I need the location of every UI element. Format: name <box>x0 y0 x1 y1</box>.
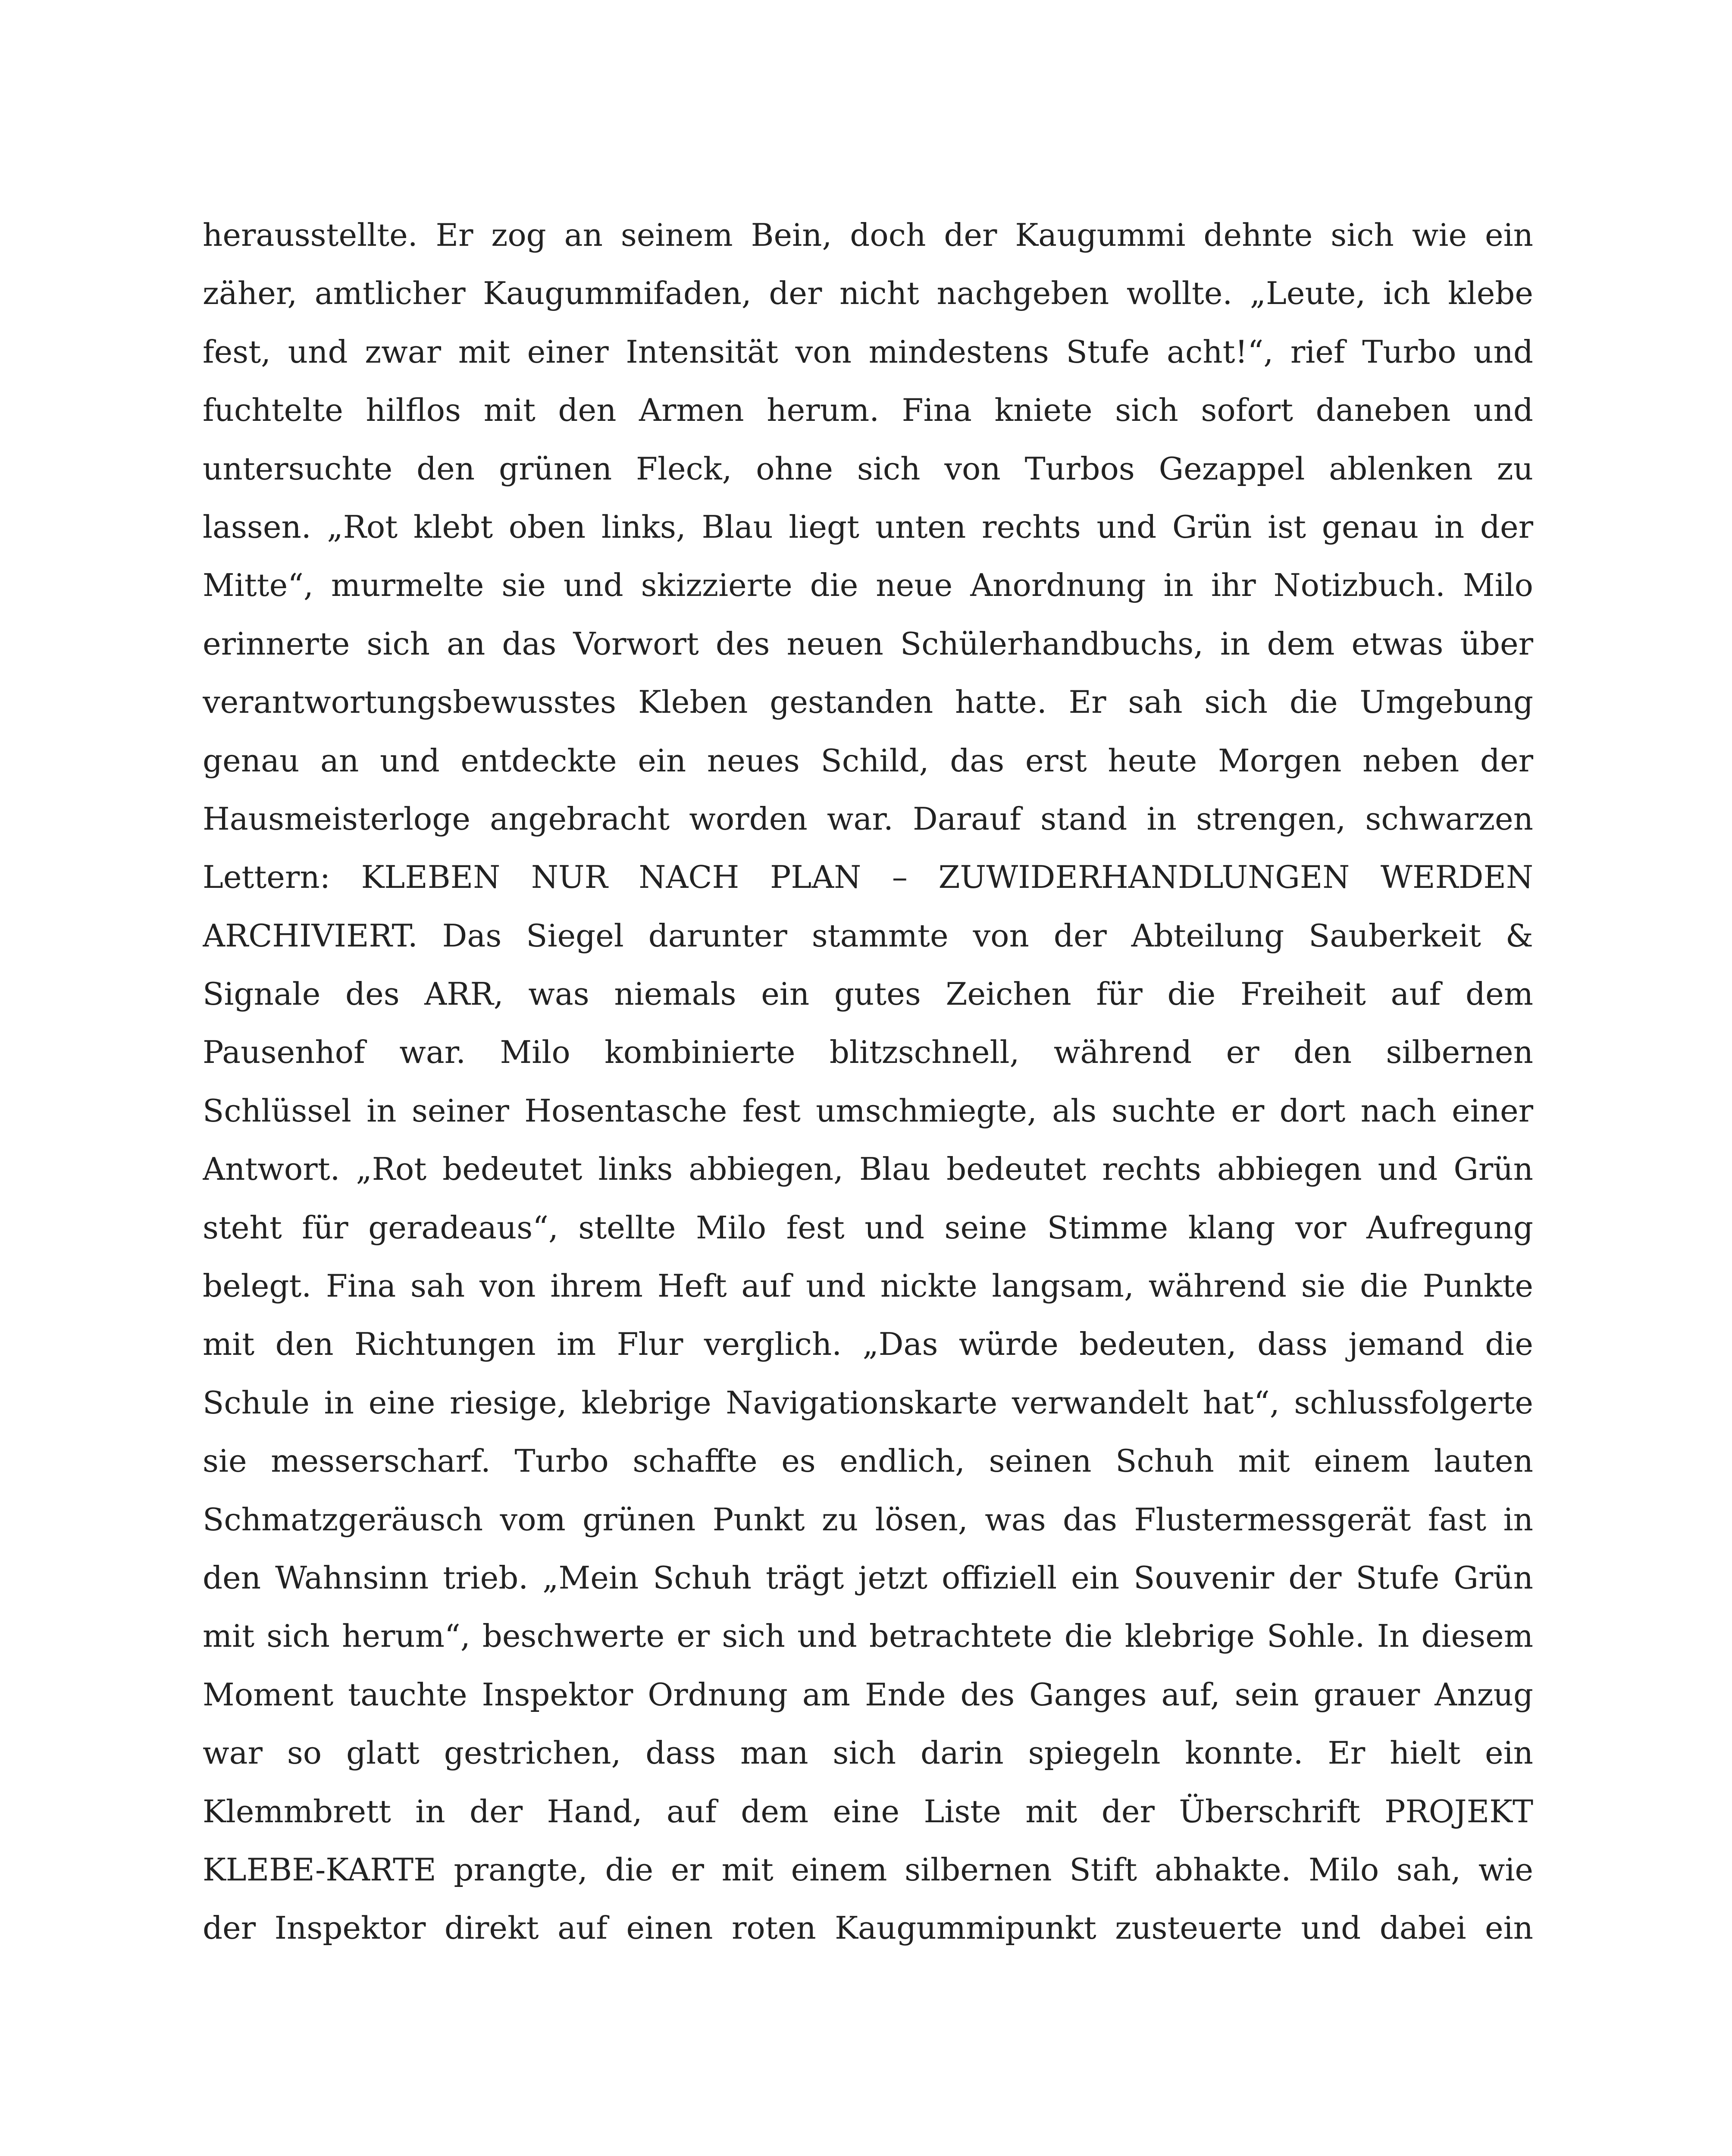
text-line: verantwortungsbewusstes Kleben gestanden hatte. Er sah sich die Umgebung <box>203 684 1533 721</box>
text-line: zäher, amtlicher Kaugummifaden, der nicht nachgeben wollte. „Leute, ich klebe <box>203 275 1533 312</box>
text-line: steht für geradeaus“, stellte Milo fest und seine Stimme klang vor Aufregung <box>203 1209 1533 1246</box>
text-line: mit sich herum“, beschwerte er sich und betrachtete die klebrige Sohle. In diesem <box>203 1618 1533 1655</box>
text-line: erinnerte sich an das Vorwort des neuen Schülerhandbuchs, in dem etwas über <box>203 625 1533 662</box>
text-line: herausstellte. Er zog an seinem Bein, doch der Kaugummi dehnte sich wie ein <box>203 217 1533 253</box>
text-line: den Wahnsinn trieb. „Mein Schuh trägt jetzt offiziell ein Souvenir der Stufe Grün <box>203 1559 1533 1596</box>
text-line: ARCHIVIERT. Das Siegel darunter stammte von der Abteilung Sauberkeit & <box>203 917 1533 954</box>
text-line: fest, und zwar mit einer Intensität von mindestens Stufe acht!“, rief Turbo und <box>203 333 1533 370</box>
text-line: Hausmeisterloge angebracht worden war. Darauf stand in strengen, schwarzen <box>203 800 1533 837</box>
text-line: Moment tauchte Inspektor Ordnung am Ende des Ganges auf, sein grauer Anzug <box>203 1676 1533 1713</box>
text-line: Antwort. „Rot bedeutet links abbiegen, Blau bedeutet rechts abbiegen und Grün <box>203 1151 1533 1188</box>
body-text <box>203 206 1533 1958</box>
text-line: Schlüssel in seiner Hosentasche fest umschmiegte, als suchte er dort nach einer <box>203 1092 1533 1129</box>
text-line: Signale des ARR, was niemals ein gutes Zeichen für die Freiheit auf dem <box>203 976 1533 1012</box>
text-line: Mitte“, murmelte sie und skizzierte die neue Anordnung in ihr Notizbuch. Milo <box>203 567 1533 604</box>
text-line: Lettern: KLEBEN NUR NACH PLAN – ZUWIDERHANDLUNGEN WERDEN <box>203 859 1533 896</box>
text-line: mit den Richtungen im Flur verglich. „Das würde bedeuten, dass jemand die <box>203 1326 1533 1363</box>
text-line: Schmatzgeräusch vom grünen Punkt zu lösen, was das Flustermessgerät fast in <box>203 1501 1533 1538</box>
text-line: Schule in eine riesige, klebrige Navigationskarte verwandelt hat“, schlussfolgerte <box>203 1384 1533 1421</box>
text-line: Klemmbrett in der Hand, auf dem eine Liste mit der Überschrift PROJEKT <box>203 1793 1533 1830</box>
text-line: war so glatt gestrichen, dass man sich darin spiegeln konnte. Er hielt ein <box>203 1735 1533 1771</box>
text-line: untersuchte den grünen Fleck, ohne sich von Turbos Gezappel ablenken zu <box>203 450 1533 487</box>
text-line: KLEBE-KARTE prangte, die er mit einem silbernen Stift abhakte. Milo sah, wie <box>203 1851 1533 1888</box>
text-line: der Inspektor direkt auf einen roten Kaugummipunkt zusteuerte und dabei ein <box>203 1910 1533 1946</box>
text-line: lassen. „Rot klebt oben links, Blau liegt unten rechts und Grün ist genau in der <box>203 508 1533 545</box>
text-line: sie messerscharf. Turbo schaffte es endlich, seinen Schuh mit einem lauten <box>203 1443 1533 1479</box>
text-line: Pausenhof war. Milo kombinierte blitzschnell, während er den silbernen <box>203 1034 1533 1071</box>
text-line: belegt. Fina sah von ihrem Heft auf und nickte langsam, während sie die Punkte <box>203 1268 1533 1304</box>
text-line: fuchtelte hilflos mit den Armen herum. Fina kniete sich sofort daneben und <box>203 392 1533 429</box>
text-line: genau an und entdeckte ein neues Schild, das erst heute Morgen neben der <box>203 742 1533 779</box>
